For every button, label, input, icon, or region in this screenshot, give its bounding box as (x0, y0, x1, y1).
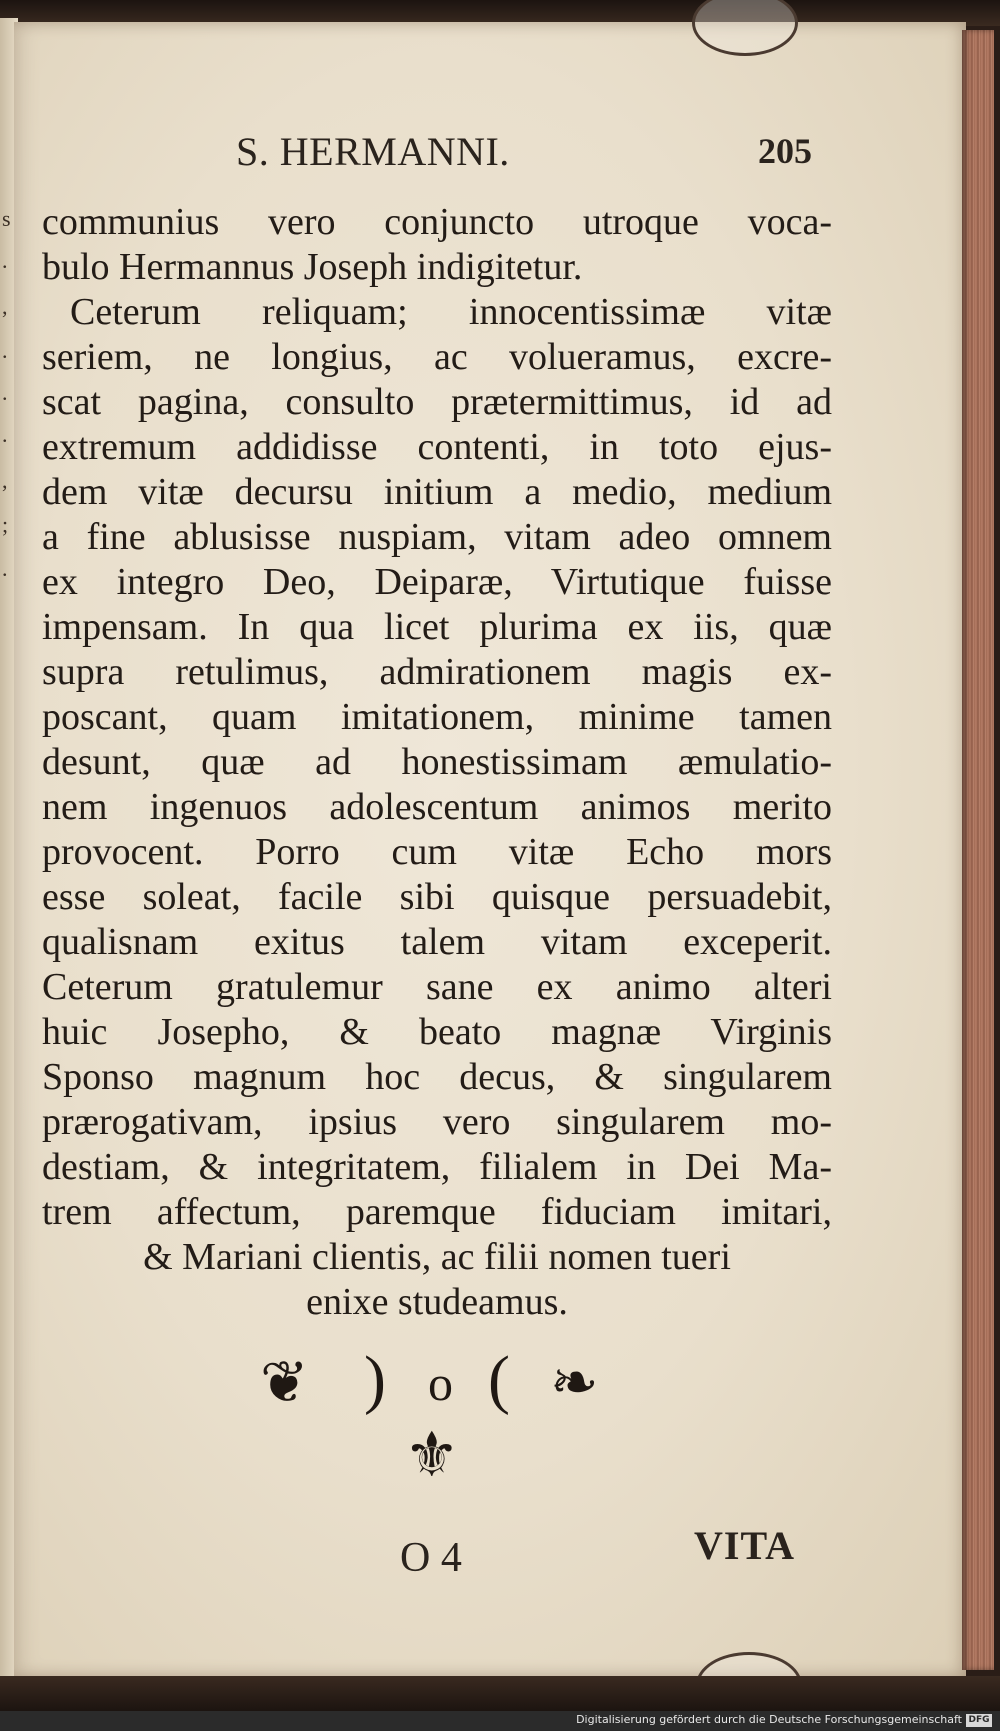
text-line: extremum addidisse contenti, in toto ejus- (42, 426, 832, 468)
ornament-circle: o (428, 1355, 453, 1411)
text-line: esse soleat, facile sibi quisque persuadebit, (42, 876, 832, 918)
ornament-paren-right: ( (488, 1343, 510, 1416)
catchword: VITA (694, 1523, 796, 1568)
text-line: nem ingenuos adolescentum animos merito (42, 786, 832, 828)
text-line: communius vero conjuncto utroque voca- (42, 201, 832, 243)
scan-bottom-border (0, 1676, 1000, 1711)
text-line: prærogativam, ipsius vero singularem mo- (42, 1101, 832, 1143)
running-head: S. HERMANNI. (236, 129, 510, 174)
footer-bar (0, 1711, 1000, 1731)
text-line: qualisnam exitus talem vitam exceperit. (42, 921, 832, 963)
text-line: impensam. In qua licet plurima ex iis, quæ (42, 606, 832, 648)
text-line: Ceterum gratulemur sane ex animo alteri (42, 966, 832, 1008)
text-line: seriem, ne longius, ac volueramus, excre- (42, 336, 832, 378)
tailpiece-ornament (260, 1343, 640, 1418)
page-fore-edge (962, 30, 994, 1670)
text-line: dem vitæ decursu initium a medio, medium (42, 471, 832, 513)
signature-mark: O 4 (400, 1535, 462, 1581)
text-line: bulo Hermannus Joseph indigitetur. (42, 246, 583, 288)
text-line: enixe studeamus. (306, 1281, 568, 1323)
text-line: & Mariani clientis, ac filii nomen tueri (143, 1236, 731, 1278)
text-line: supra retulimus, admirationem magis ex- (42, 651, 832, 693)
text-line: desunt, quæ ad honestissimam æmulatio- (42, 741, 832, 783)
fleuron-right-icon: ❧ (550, 1350, 599, 1415)
dfg-logo: DFG (966, 1714, 992, 1727)
fleuron-left-icon: ❦ (260, 1350, 309, 1415)
text-line: poscant, quam imitationem, minime tamen (42, 696, 832, 738)
text-line: provocent. Porro cum vitæ Echo mors (42, 831, 832, 873)
facing-page-bleed-marks: s . , . . . , ; . (2, 206, 11, 581)
page-number: 205 (758, 131, 812, 171)
body-text (42, 200, 832, 1325)
text-line: destiam, & integritatem, filialem in Dei Ma- (42, 1146, 832, 1188)
text-line: huic Josepho, & beato magnæ Virginis (42, 1011, 832, 1053)
text-line: ex integro Deo, Deiparæ, Virtutique fuisse (42, 561, 832, 603)
fleuron-bottom-icon: ⚜ (404, 1422, 460, 1490)
text-line: scat pagina, consulto prætermittimus, id ad (42, 381, 832, 423)
text-line: trem affectum, paremque fiduciam imitari, (42, 1191, 832, 1233)
ornament-paren-left: ) (364, 1343, 386, 1416)
text-line: a fine ablusisse nuspiam, vitam adeo omnem (42, 516, 832, 558)
text-line: Sponso magnum hoc decus, & singularem (42, 1056, 832, 1098)
text-line: Ceterum reliquam; innocentissimæ vitæ (70, 291, 832, 333)
funding-credit: Digitalisierung gefördert durch die Deutsche Forschungsgemeinschaft (576, 1713, 962, 1726)
